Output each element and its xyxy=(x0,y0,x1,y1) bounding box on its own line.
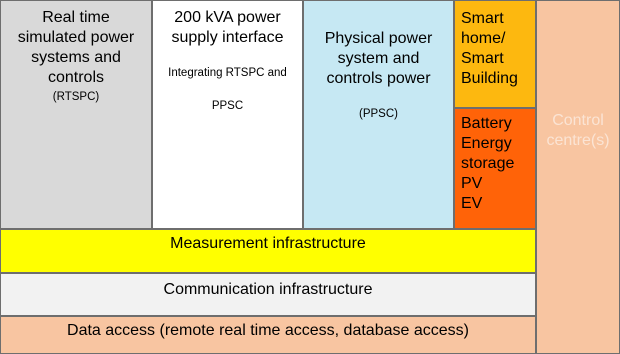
ppsc-block xyxy=(303,0,454,229)
battery-line-2: Energy xyxy=(461,135,512,152)
communication-label: Communication infrastructure xyxy=(163,281,373,298)
smart-home-line-2: home/ xyxy=(461,30,506,47)
rtspc-line-2: simulated power xyxy=(17,29,135,46)
ppsc-line-3: controls power xyxy=(326,70,431,87)
battery-line-1: Battery xyxy=(461,115,512,132)
ppsc-abbreviation: (PPSC) xyxy=(359,108,398,120)
control-centre-block xyxy=(536,0,620,354)
data-access-layer xyxy=(0,316,536,354)
rtspc-block xyxy=(0,0,152,229)
measurement-label: Measurement infrastructure xyxy=(170,235,366,252)
control-centre-line-1: Control xyxy=(552,112,604,129)
smart-home-line-3: Smart xyxy=(461,50,504,67)
battery-storage-block xyxy=(454,108,536,229)
interface-note-line-2: PPSC xyxy=(211,100,244,112)
battery-line-5: EV xyxy=(461,195,483,212)
battery-line-3: storage xyxy=(461,155,515,172)
control-centre-line-2: centre(s) xyxy=(546,132,610,149)
rtspc-line-4: controls xyxy=(47,69,105,86)
measurement-infrastructure-layer xyxy=(0,229,536,273)
ppsc-line-2: system and xyxy=(337,50,420,67)
interface-note-line-1: Integrating RTSPC and xyxy=(168,67,287,79)
smart-home-line-4: Building xyxy=(461,70,518,87)
battery-line-4: PV xyxy=(461,175,483,192)
smart-home-block xyxy=(454,0,536,108)
smart-home-line-1: Smart xyxy=(461,10,504,27)
rtspc-line-1: Real time xyxy=(42,9,110,26)
communication-infrastructure-layer xyxy=(0,273,536,316)
interface-line-1: 200 kVA power xyxy=(174,9,281,26)
interface-line-2: supply interface xyxy=(171,29,284,46)
power-supply-interface-block xyxy=(152,0,303,229)
data-access-label: Data access (remote real time access, database access) xyxy=(67,322,469,339)
rtspc-line-3: systems and xyxy=(31,49,121,66)
rtspc-abbreviation: (RTSPC) xyxy=(52,91,100,103)
ppsc-line-1: Physical power xyxy=(324,30,433,47)
